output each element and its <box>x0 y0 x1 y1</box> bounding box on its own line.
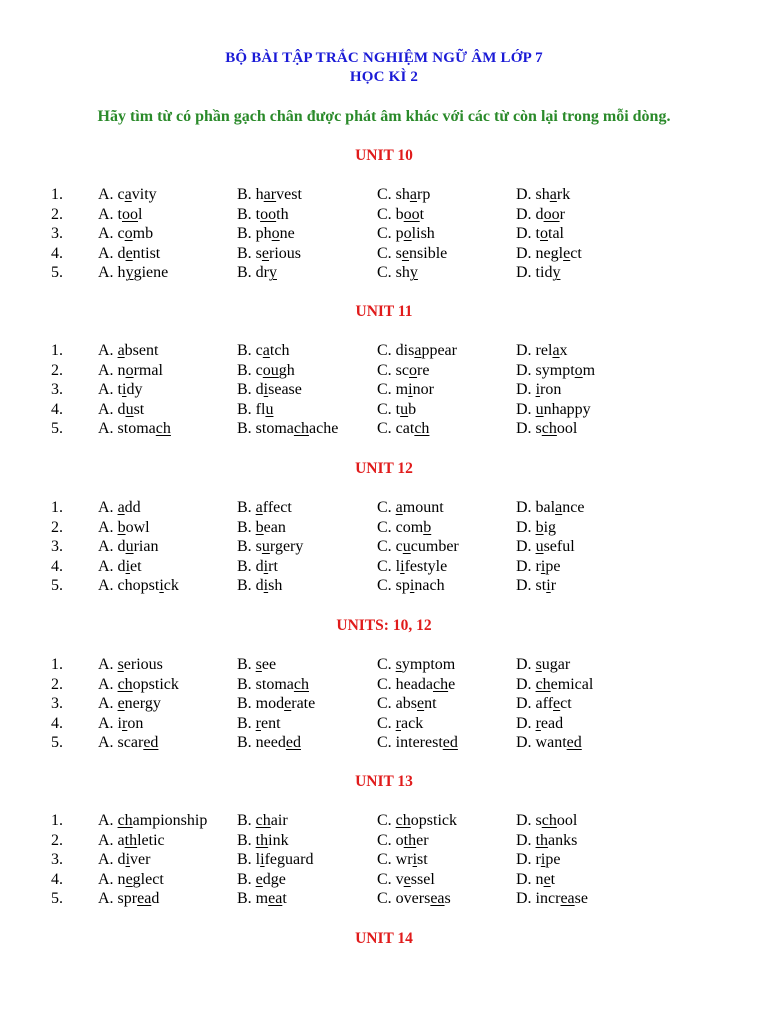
question-number: 1. <box>51 342 63 359</box>
option-a: A. championship <box>98 812 208 829</box>
question-number: 5. <box>51 577 63 595</box>
option-d: D. chemical <box>516 675 594 693</box>
underlined-part: u <box>265 400 274 418</box>
option-c: C. headache <box>377 675 456 693</box>
underlined-part: oo <box>260 205 277 223</box>
underlined-part: ch <box>155 420 171 438</box>
underlined-part: e <box>117 695 125 713</box>
question-number: 1. <box>51 656 63 673</box>
option-d: D. net <box>516 870 556 888</box>
underlined-part: y <box>552 264 561 282</box>
underlined-part: u <box>402 538 411 556</box>
option-d: D. door <box>516 205 565 223</box>
underlined-part: i <box>263 557 269 575</box>
question-row <box>0 870 768 890</box>
underlined-part: ed <box>143 734 159 752</box>
underlined-part: i <box>540 557 546 575</box>
underlined-part: a <box>117 342 125 359</box>
question-number: 4. <box>51 870 63 888</box>
unit-heading: UNIT 11 <box>355 303 413 320</box>
question-row <box>0 380 768 400</box>
question-row <box>0 733 768 753</box>
underlined-part: ea <box>268 890 283 908</box>
underlined-part: r <box>535 714 541 732</box>
underlined-part: i <box>400 557 405 575</box>
underlined-part: ch <box>293 420 309 438</box>
question-number: 2. <box>51 205 63 223</box>
question-row <box>0 655 768 675</box>
underlined-part: ea <box>560 890 575 908</box>
question-number: 1. <box>51 499 63 516</box>
option-a: A. bowl <box>98 518 150 536</box>
option-b: B. disease <box>237 381 302 399</box>
underlined-part: ea <box>430 890 445 908</box>
underlined-part: i <box>122 381 127 399</box>
question-number: 4. <box>51 400 63 418</box>
instruction: Hãy tìm từ có phần gạch chân được phát âm khác với các từ còn lại trong mỗi dòng. <box>97 108 671 125</box>
option-b: B. harvest <box>237 186 302 203</box>
option-d: D. big <box>516 518 557 536</box>
option-a: A. iron <box>98 714 144 732</box>
underlined-part: b <box>117 518 126 536</box>
underlined-part: oo <box>543 205 560 223</box>
underlined-part: ch <box>535 675 551 693</box>
underlined-part: o <box>409 361 417 379</box>
option-b: B. catch <box>237 342 290 359</box>
unit-heading: UNITS: 10, 12 <box>336 617 432 634</box>
underlined-part: i <box>263 577 269 595</box>
option-d: D. iron <box>516 381 562 399</box>
underlined-part: ch <box>117 675 133 693</box>
question-row <box>0 714 768 734</box>
underlined-part: b <box>255 518 264 536</box>
underlined-part: e <box>284 695 292 713</box>
option-a: A. normal <box>98 361 163 379</box>
underlined-part: y <box>269 264 277 282</box>
question-row <box>0 850 768 870</box>
option-b: B. dry <box>237 264 277 282</box>
option-b: B. stomachache <box>237 420 339 438</box>
option-c: C. chopstick <box>377 812 457 829</box>
underlined-part: a <box>255 499 263 516</box>
option-a: A. scared <box>98 734 159 752</box>
option-d: D. relax <box>516 342 568 359</box>
option-d: D. sugar <box>516 656 571 673</box>
underlined-part: a <box>552 342 560 359</box>
option-c: C. wrist <box>377 851 428 869</box>
option-c: C. polish <box>377 225 435 243</box>
option-c: C. lifestyle <box>377 557 448 575</box>
option-b: B. bean <box>237 518 286 536</box>
underlined-part: o <box>271 225 280 243</box>
option-a: A. comb <box>98 225 154 243</box>
option-a: A. chopstick <box>98 675 179 693</box>
option-d: D. useful <box>516 538 575 556</box>
option-b: B. tooth <box>237 205 289 223</box>
question-row <box>0 889 768 909</box>
option-c: C. other <box>377 831 429 849</box>
underlined-part: ch <box>293 675 309 693</box>
option-a: A. durian <box>98 538 159 556</box>
underlined-part: a <box>409 186 418 203</box>
underlined-part: th <box>124 831 138 849</box>
option-b: B. stomach <box>237 675 309 693</box>
underlined-part: u <box>261 538 270 556</box>
underlined-part: i <box>125 851 131 869</box>
question-number: 2. <box>51 361 63 379</box>
underlined-part: th <box>535 831 549 849</box>
underlined-part: a <box>117 499 125 516</box>
underlined-part: e <box>403 870 411 888</box>
option-d: D. ripe <box>516 557 561 575</box>
option-a: A. absent <box>98 342 159 359</box>
underlined-part: i <box>409 577 415 595</box>
option-c: C. rack <box>377 714 424 732</box>
option-c: C. sharp <box>377 186 431 203</box>
option-c: C. tub <box>377 400 417 418</box>
option-d: D. school <box>516 420 578 438</box>
option-a: A. spread <box>98 890 160 908</box>
underlined-part: u <box>535 400 544 418</box>
option-a: A. tidy <box>98 381 143 399</box>
underlined-part: ed <box>285 734 301 752</box>
underlined-part: ch <box>541 420 557 438</box>
option-c: C. absent <box>377 695 437 713</box>
option-d: D. balance <box>516 499 585 516</box>
question-row <box>0 831 768 851</box>
question-number: 5. <box>51 734 63 752</box>
option-c: C. symptom <box>377 656 456 673</box>
option-d: D. tidy <box>516 264 561 282</box>
underlined-part: y <box>125 264 134 282</box>
option-b: B. affect <box>237 499 292 516</box>
underlined-part: e <box>401 244 410 262</box>
underlined-part: i <box>540 851 546 869</box>
option-b: B. meat <box>237 890 287 908</box>
underlined-part: u <box>125 400 134 418</box>
underlined-part: ch <box>117 812 133 829</box>
option-b: B. serious <box>237 244 302 262</box>
option-b: B. cough <box>237 361 295 379</box>
underlined-part: o <box>124 225 133 243</box>
question-row <box>0 498 768 518</box>
option-d: D. affect <box>516 695 572 713</box>
underlined-part: ou <box>262 361 279 379</box>
underlined-part: o <box>125 361 134 379</box>
question-row <box>0 185 768 205</box>
underlined-part: e <box>417 695 425 713</box>
underlined-part: e <box>563 244 571 262</box>
option-d: D. shark <box>516 186 571 203</box>
option-a: A. energy <box>98 695 161 713</box>
option-b: B. rent <box>237 714 281 732</box>
option-d: D. neglect <box>516 244 582 262</box>
underlined-part: e <box>261 244 270 262</box>
underlined-part: a <box>555 499 563 516</box>
question-row <box>0 263 768 283</box>
underlined-part: r <box>255 714 261 732</box>
underlined-part: ea <box>137 890 152 908</box>
question-row <box>0 419 768 439</box>
option-d: D. total <box>516 225 564 243</box>
underlined-part: s <box>255 656 262 673</box>
underlined-part: o <box>540 225 548 243</box>
option-a: A. add <box>98 499 141 516</box>
option-d: D. unhappy <box>516 400 591 418</box>
question-number: 3. <box>51 381 63 399</box>
underlined-part: e <box>125 870 133 888</box>
underlined-part: i <box>159 577 164 595</box>
option-d: D. school <box>516 812 578 829</box>
question-number: 2. <box>51 675 63 693</box>
option-d: D. stir <box>516 577 557 595</box>
question-number: 3. <box>51 225 63 243</box>
underlined-part: ed <box>566 734 582 752</box>
option-c: C. cucumber <box>377 538 459 556</box>
underlined-part: ch <box>395 812 411 829</box>
option-d: D. thanks <box>516 831 578 849</box>
underlined-part: a <box>262 342 270 359</box>
option-c: C. spinach <box>377 577 445 595</box>
question-number: 4. <box>51 714 63 732</box>
question-row <box>0 361 768 381</box>
question-row <box>0 576 768 596</box>
question-number: 5. <box>51 264 63 282</box>
underlined-part: r <box>395 714 401 732</box>
question-row <box>0 518 768 538</box>
option-a: A. diet <box>98 557 142 575</box>
question-row <box>0 537 768 557</box>
underlined-part: ar <box>263 186 277 203</box>
option-b: B. edge <box>237 870 286 888</box>
option-a: A. tool <box>98 205 143 223</box>
option-b: B. surgery <box>237 538 304 556</box>
underlined-part: u <box>400 400 409 418</box>
underlined-part: b <box>535 518 544 536</box>
question-number: 4. <box>51 244 63 262</box>
underlined-part: e <box>553 695 561 713</box>
option-a: A. athletic <box>98 831 165 849</box>
underlined-part: i <box>125 557 131 575</box>
option-d: D. symptom <box>516 361 596 379</box>
underlined-part: a <box>124 186 132 203</box>
underlined-part: r <box>122 714 128 732</box>
question-row <box>0 811 768 831</box>
underlined-part: ch <box>255 812 271 829</box>
underlined-part: th <box>403 831 417 849</box>
question-row <box>0 675 768 695</box>
option-a: A. cavity <box>98 186 157 203</box>
underlined-part: s <box>117 656 124 673</box>
option-b: B. flu <box>237 400 274 418</box>
option-d: D. ripe <box>516 851 561 869</box>
underlined-part: i <box>412 851 418 869</box>
underlined-part: e <box>543 870 551 888</box>
question-number: 1. <box>51 812 63 829</box>
question-number: 2. <box>51 518 63 536</box>
option-b: B. dish <box>237 577 283 595</box>
underlined-part: b <box>423 518 432 536</box>
underlined-part: oo <box>403 205 420 223</box>
question-number: 3. <box>51 538 63 556</box>
question-number: 5. <box>51 890 63 908</box>
underlined-part: oo <box>122 205 138 223</box>
unit-heading: UNIT 12 <box>355 460 413 477</box>
option-d: D. wanted <box>516 734 582 752</box>
question-number: 3. <box>51 851 63 869</box>
question-row <box>0 694 768 714</box>
option-a: A. chopstick <box>98 577 179 595</box>
option-c: C. minor <box>377 381 434 399</box>
option-c: C. disappear <box>377 342 457 359</box>
option-c: C. boot <box>377 205 425 223</box>
title-line-2: HỌC KÌ 2 <box>349 69 419 85</box>
option-b: B. moderate <box>237 695 316 713</box>
unit-heading: UNIT 13 <box>355 773 413 790</box>
unit-heading: UNIT 10 <box>355 147 413 164</box>
unit-heading: UNIT 14 <box>355 930 413 947</box>
underlined-part: th <box>255 831 269 849</box>
underlined-part: i <box>263 381 269 399</box>
underlined-part: a <box>395 499 403 516</box>
underlined-part: i <box>535 381 541 399</box>
option-a: A. dentist <box>98 244 161 262</box>
question-row <box>0 244 768 264</box>
option-b: B. chair <box>237 812 288 829</box>
option-b: B. phone <box>237 225 295 243</box>
underlined-part: e <box>125 244 133 262</box>
title-line-1: BỘ BÀI TẬP TRẮC NGHIỆM NGỮ ÂM LỚP 7 <box>225 50 543 66</box>
option-c: C. vessel <box>377 870 435 888</box>
underlined-part: u <box>535 538 544 556</box>
question-row <box>0 400 768 420</box>
option-c: C. interested <box>377 734 458 752</box>
question-number: 2. <box>51 831 63 849</box>
option-b: B. dirt <box>237 557 278 575</box>
question-number: 5. <box>51 420 63 438</box>
option-a: A. neglect <box>98 870 164 888</box>
underlined-part: i <box>260 851 265 869</box>
question-row <box>0 224 768 244</box>
option-c: C. comb <box>377 518 432 536</box>
underlined-part: a <box>414 342 422 359</box>
option-a: A. diver <box>98 851 151 869</box>
underlined-part: i <box>408 381 413 399</box>
underlined-part: i <box>546 577 551 595</box>
question-row <box>0 557 768 577</box>
question-number: 4. <box>51 557 63 575</box>
option-b: B. think <box>237 831 289 849</box>
underlined-part: a <box>549 186 557 203</box>
underlined-part: u <box>125 538 134 556</box>
option-c: C. amount <box>377 499 444 516</box>
option-c: C. score <box>377 361 430 379</box>
underlined-part: e <box>255 870 263 888</box>
option-c: C. overseas <box>377 890 451 908</box>
option-c: C. catch <box>377 420 430 438</box>
option-c: C. sensible <box>377 244 448 262</box>
option-c: C. shy <box>377 264 418 282</box>
option-b: B. lifeguard <box>237 851 314 869</box>
question-row <box>0 205 768 225</box>
underlined-part: ed <box>442 734 458 752</box>
option-b: B. needed <box>237 734 301 752</box>
option-a: A. dust <box>98 400 145 418</box>
option-b: B. see <box>237 656 277 673</box>
underlined-part: o <box>403 225 412 243</box>
option-a: A. serious <box>98 656 163 673</box>
underlined-part: ch <box>541 812 557 829</box>
underlined-part: o <box>574 361 583 379</box>
underlined-part: ch <box>432 675 449 693</box>
question-row <box>0 341 768 361</box>
option-a: A. stomach <box>98 420 171 438</box>
option-a: A. hygiene <box>98 264 169 282</box>
option-d: D. read <box>516 714 564 732</box>
underlined-part: ch <box>414 420 430 438</box>
option-d: D. increase <box>516 890 588 908</box>
underlined-part: s <box>535 656 542 673</box>
question-number: 3. <box>51 695 63 713</box>
underlined-part: y <box>409 264 418 282</box>
question-number: 1. <box>51 186 63 203</box>
underlined-part: s <box>395 656 402 673</box>
